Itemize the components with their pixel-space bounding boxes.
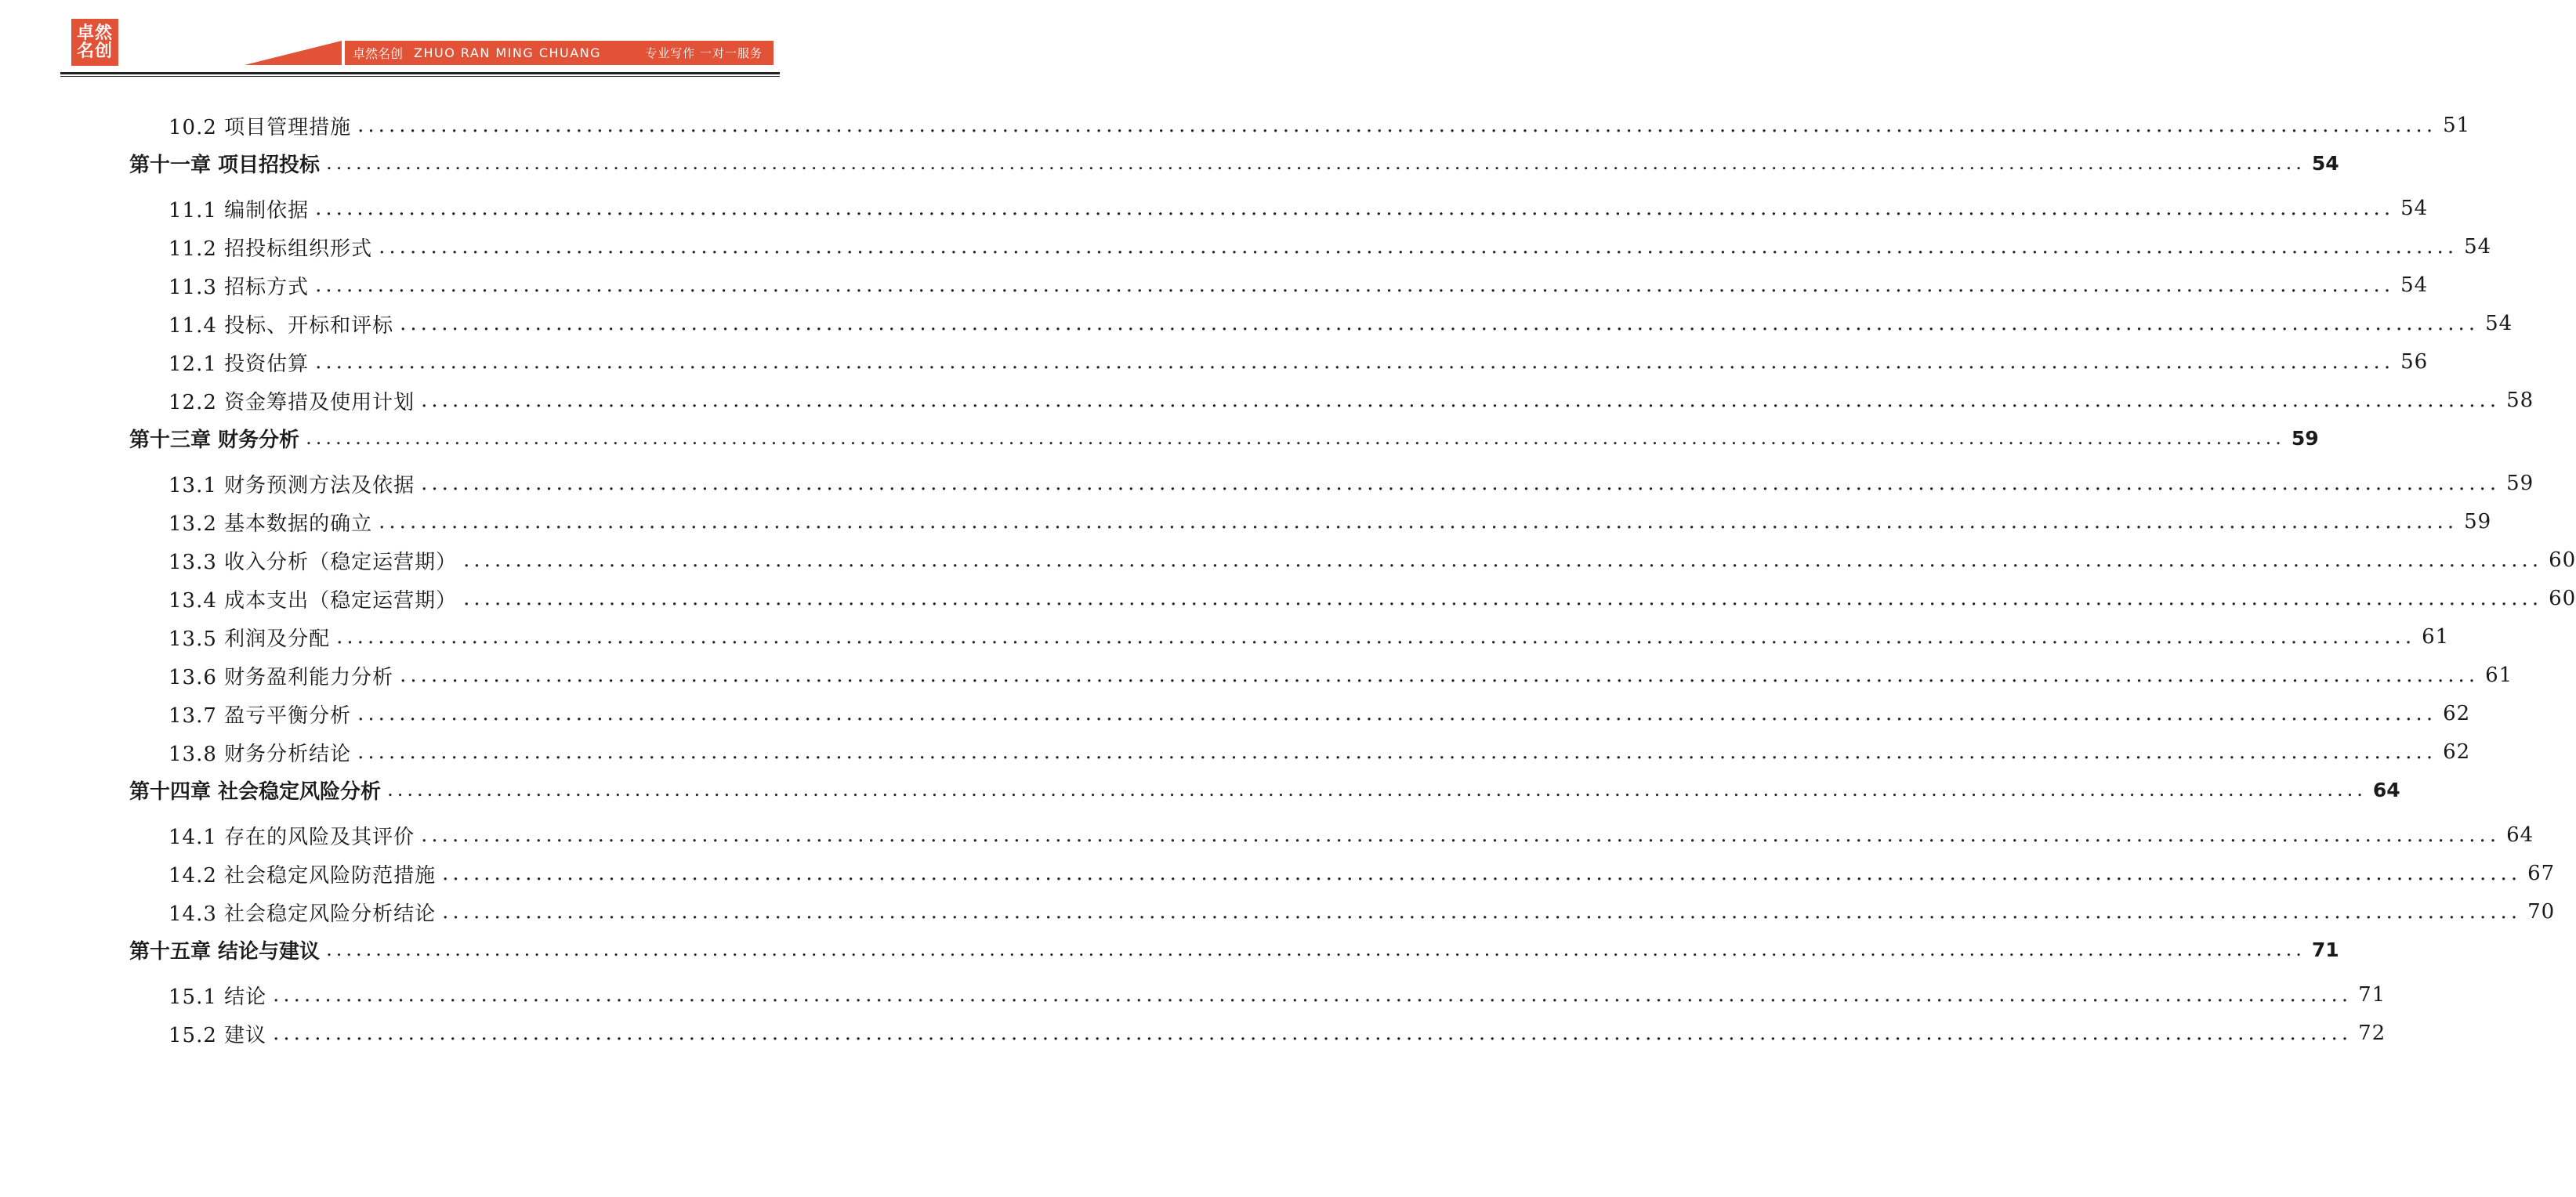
toc-page-number: 61 xyxy=(2485,664,2513,687)
toc-entry-title: 第十五章 结论与建议 xyxy=(129,939,321,964)
toc-page-number: 59 xyxy=(2464,510,2492,533)
toc-entry-title: 14.1 存在的风险及其评价 xyxy=(168,825,415,849)
toc-page-number: 59 xyxy=(2291,426,2319,450)
toc-dot-leader: ........................................................................................................................................................................................................ xyxy=(326,152,2306,174)
banner-brand-cn: 卓然名创 xyxy=(353,46,404,61)
toc-section-entry[interactable] xyxy=(0,308,2513,339)
toc-page-number: 71 xyxy=(2311,938,2339,961)
toc-page-number: 54 xyxy=(2311,151,2339,175)
toc-entry-title: 第十四章 社会稳定风险分析 xyxy=(129,779,382,804)
toc-page-number: 54 xyxy=(2400,273,2429,297)
toc-entry-title: 11.4 投标、开标和评标 xyxy=(168,313,394,338)
toc-entry-title: 10.2 项目管理措施 xyxy=(168,115,352,139)
toc-entry-title: 13.8 财务分析结论 xyxy=(168,742,352,766)
toc-section-entry[interactable] xyxy=(0,1018,2386,1049)
toc-dot-leader: ........................................................................................................................................................................................................ xyxy=(463,548,2543,572)
toc-entry-title: 14.3 社会稳定风险分析结论 xyxy=(168,902,437,926)
toc-section-entry[interactable] xyxy=(0,736,2471,768)
toc-dot-leader: ........................................................................................................................................................................................................ xyxy=(357,702,2437,725)
toc-page-number: 67 xyxy=(2527,862,2556,885)
toc-entry-title: 第十三章 财务分析 xyxy=(129,428,300,452)
toc-dot-leader: ........................................................................................................................................................................................................ xyxy=(326,938,2306,960)
toc-section-entry[interactable] xyxy=(0,468,2534,499)
toc-dot-leader: ........................................................................................................................................................................................................ xyxy=(387,779,2367,801)
toc-page-number: 56 xyxy=(2400,350,2429,374)
toc-entry-title: 第十一章 项目招投标 xyxy=(129,153,321,177)
toc-chapter-entry[interactable] xyxy=(0,147,2339,179)
toc-entry-title: 15.1 结论 xyxy=(168,985,267,1009)
toc-section-entry[interactable] xyxy=(0,979,2386,1011)
toc-dot-leader: ........................................................................................................................................................................................................ xyxy=(421,472,2501,495)
toc-dot-leader: ........................................................................................................................................................................................................ xyxy=(400,664,2480,687)
toc-entry-title: 12.1 投资估算 xyxy=(168,352,310,376)
toc-dot-leader: ........................................................................................................................................................................................................ xyxy=(442,862,2522,885)
toc-section-entry[interactable] xyxy=(0,698,2471,729)
toc-page-number: 54 xyxy=(2485,312,2513,335)
banner-slogan: 专业写作 一对一服务 xyxy=(645,46,763,60)
toc-entry-title: 13.1 财务预测方法及依据 xyxy=(168,473,415,497)
toc-section-entry[interactable] xyxy=(0,506,2492,537)
toc-dot-leader: ........................................................................................................................................................................................................ xyxy=(315,273,2395,297)
toc-section-entry[interactable] xyxy=(0,385,2534,416)
toc-entry-title: 11.3 招标方式 xyxy=(168,275,310,299)
toc-entry-title: 13.5 利润及分配 xyxy=(168,627,331,651)
toc-dot-leader: ........................................................................................................................................................................................................ xyxy=(442,900,2522,924)
toc-dot-leader: ........................................................................................................................................................................................................ xyxy=(306,427,2285,449)
toc-section-entry[interactable] xyxy=(0,544,2576,576)
toc-section-entry[interactable] xyxy=(0,346,2429,378)
toc-page-number: 60 xyxy=(2549,548,2576,572)
toc-page-number: 51 xyxy=(2443,114,2471,137)
toc-page-number: 72 xyxy=(2358,1022,2386,1045)
header-rule-thin xyxy=(60,76,780,77)
toc-entry-title: 13.7 盈亏平衡分析 xyxy=(168,703,352,728)
toc-page-number: 60 xyxy=(2549,587,2576,610)
page-header xyxy=(0,0,846,78)
toc-dot-leader: ........................................................................................................................................................................................................ xyxy=(421,823,2501,847)
toc-dot-leader: ........................................................................................................................................................................................................ xyxy=(273,1022,2353,1045)
banner-wedge xyxy=(0,0,846,78)
toc-dot-leader: ........................................................................................................................................................................................................ xyxy=(315,197,2395,220)
toc-page-number: 62 xyxy=(2443,702,2471,725)
toc-page-number: 54 xyxy=(2400,197,2429,220)
toc-page-number: 64 xyxy=(2506,823,2534,847)
toc-page-number: 61 xyxy=(2422,625,2450,649)
toc-section-entry[interactable] xyxy=(0,583,2576,614)
toc-section-entry[interactable] xyxy=(0,269,2429,301)
toc-entry-title: 13.3 收入分析（稳定运营期） xyxy=(168,550,458,574)
toc-page-number: 58 xyxy=(2506,389,2534,412)
toc-section-entry[interactable] xyxy=(0,231,2492,262)
toc-dot-leader: ........................................................................................................................................................................................................ xyxy=(379,510,2458,533)
banner-brand-en: ZHUO RAN MING CHUANG xyxy=(414,45,602,60)
toc-entry-title: 13.2 基本数据的确立 xyxy=(168,512,373,536)
toc-dot-leader: ........................................................................................................................................................................................................ xyxy=(463,587,2543,610)
toc-page-number: 71 xyxy=(2358,983,2386,1007)
toc-section-entry[interactable] xyxy=(0,660,2513,691)
toc-dot-leader: ........................................................................................................................................................................................................ xyxy=(273,983,2353,1007)
toc-dot-leader: ........................................................................................................................................................................................................ xyxy=(357,114,2437,137)
toc-section-entry[interactable] xyxy=(0,193,2429,224)
toc-entry-title: 15.2 建议 xyxy=(168,1023,267,1047)
toc-dot-leader: ........................................................................................................................................................................................................ xyxy=(400,312,2480,335)
toc-dot-leader: ........................................................................................................................................................................................................ xyxy=(379,235,2458,259)
toc-chapter-entry[interactable] xyxy=(0,934,2339,965)
toc-entry-title: 14.2 社会稳定风险防范措施 xyxy=(168,863,437,888)
toc-section-entry[interactable] xyxy=(0,819,2534,851)
toc-section-entry[interactable] xyxy=(0,858,2556,889)
header-banner xyxy=(345,41,774,65)
toc-entry-title: 13.4 成本支出（稳定运营期） xyxy=(168,588,458,613)
toc-dot-leader: ........................................................................................................................................................................................................ xyxy=(336,625,2416,649)
toc-entry-title: 11.1 编制依据 xyxy=(168,198,310,222)
toc-entry-title: 11.2 招投标组织形式 xyxy=(168,237,373,261)
toc-page-number: 70 xyxy=(2527,900,2556,924)
toc-page-number: 54 xyxy=(2464,235,2492,259)
toc-page-number: 59 xyxy=(2506,472,2534,495)
toc-chapter-entry[interactable] xyxy=(0,422,2319,454)
header-rule-thick xyxy=(60,72,780,74)
toc-page-number: 64 xyxy=(2372,778,2400,801)
toc-entry-title: 13.6 财务盈利能力分析 xyxy=(168,665,394,689)
toc-section-entry[interactable] xyxy=(0,621,2450,653)
logo-text-bottom: 名创 xyxy=(76,42,113,61)
toc-dot-leader: ........................................................................................................................................................................................................ xyxy=(315,350,2395,374)
toc-section-entry[interactable] xyxy=(0,896,2556,928)
toc-dot-leader: ........................................................................................................................................................................................................ xyxy=(421,389,2501,412)
toc-entry-title: 12.2 资金筹措及使用计划 xyxy=(168,390,415,414)
logo-text-top: 卓然 xyxy=(76,23,113,43)
toc-section-entry[interactable] xyxy=(0,110,2471,141)
toc-page-number: 62 xyxy=(2443,740,2471,764)
toc-dot-leader: ........................................................................................................................................................................................................ xyxy=(357,740,2437,764)
toc-chapter-entry[interactable] xyxy=(0,774,2400,805)
